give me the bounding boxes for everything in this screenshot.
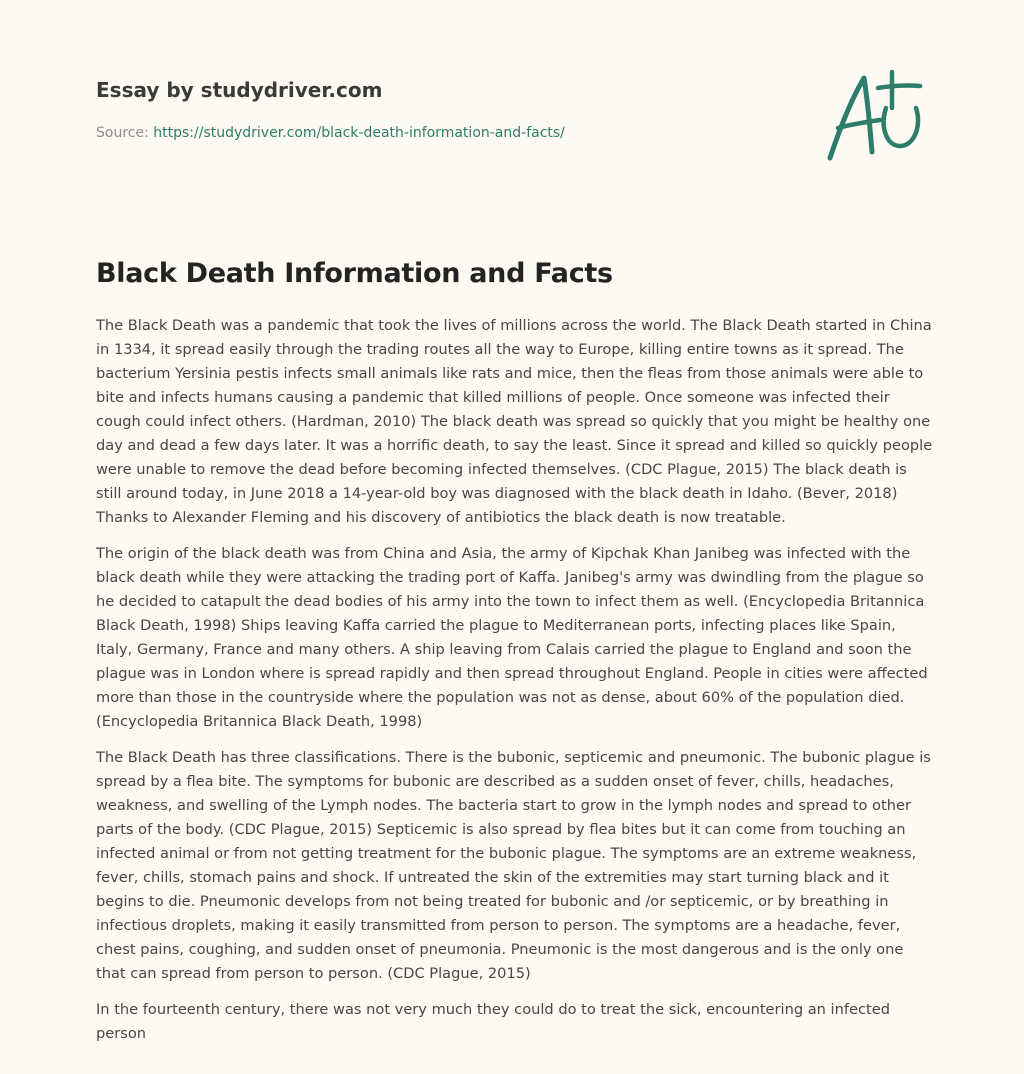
- paragraph: In the fourteenth century, there was not very much they could do to treat the sick, encountering an infected person: [96, 1001, 890, 1042]
- paragraph: The origin of the black death was from China and Asia, the army of Kipchak Khan Janibeg was infected with the black death while they were attacking the trading port of Kaffa. Janibeg's army was dwindling from the plague so he decided to catapult the dead bodies of his army into the town to infect them as well. (Encyclopedia Britannica Black Death, 1998) Ships leaving Kaffa carried the plague to Mediterranean ports, infecting places like Spain, Italy, Germany, France and many others. A ship leaving from Calais carried the plague to England and soon the plague was in London where is spread rapidly and then spread throughout England. People in cities were affected more than those in the countryside where the population was not as dense, about 60% of the population died. (Encyclopedia Britannica Black Death, 1998): [96, 545, 928, 730]
- essay-body: [96, 314, 934, 1058]
- paragraph: The Black Death was a pandemic that took the lives of millions across the world. The Black Death started in China in 1334, it spread easily through the trading routes all the way to Europe, killing entire towns as it spread. The bacterium Yersinia pestis infects small animals like rats and mice, then the fleas from those animals were able to bite and infects humans causing a pandemic that killed millions of people. Once someone was infected their cough could infect others. (Hardman, 2010) The black death was spread so quickly that you might be healthy one day and dead a few days later. It was a horrific death, to say the least. Since it spread and killed so quickly people were unable to remove the dead before becoming infected themselves. (CDC Plague, 2015) The black death is still around today, in June 2018 a 14-year-old boy was diagnosed with the black death in Idaho. (Bever, 2018) Thanks to Alexander Fleming and his discovery of antibiotics the black death is now treatable.: [96, 317, 933, 526]
- essay-title: Black Death Information and Facts: [96, 258, 613, 289]
- source-line: [96, 123, 796, 143]
- a-plus-grade-logo-icon: [822, 68, 928, 164]
- essay-header: [96, 74, 796, 143]
- paragraph: The Black Death has three classifications. There is the bubonic, septicemic and pneumonic. The bubonic plague is spread by a flea bite. The symptoms for bubonic are described as a sudden onset of fever, chills, headaches, weakness, and swelling of the Lymph nodes. The bacteria start to grow in the lymph nodes and spread to other parts of the body. (CDC Plague, 2015) Septicemic is also spread by flea bites but it can come from touching an infected animal or from not getting treatment for the bubonic plague. The symptoms are an extreme weakness, fever, chills, stomach pains and shock. If untreated the skin of the extremities may start turning black and it begins to die. Pneumonic develops from not being treated for bubonic and /or septicemic, or by breathing in infectious droplets, making it easily transmitted from person to person. The symptoms are a headache, fever, chest pains, coughing, and sudden onset of pneumonia. Pneumonic is the most dangerous and is the only one that can spread from person to person. (CDC Plague, 2015): [96, 749, 931, 982]
- source-label: Source:: [96, 125, 149, 141]
- source-link[interactable]: https://studydriver.com/black-death-information-and-facts/: [153, 125, 565, 141]
- brand-title: Essay by studydriver.com: [96, 78, 383, 102]
